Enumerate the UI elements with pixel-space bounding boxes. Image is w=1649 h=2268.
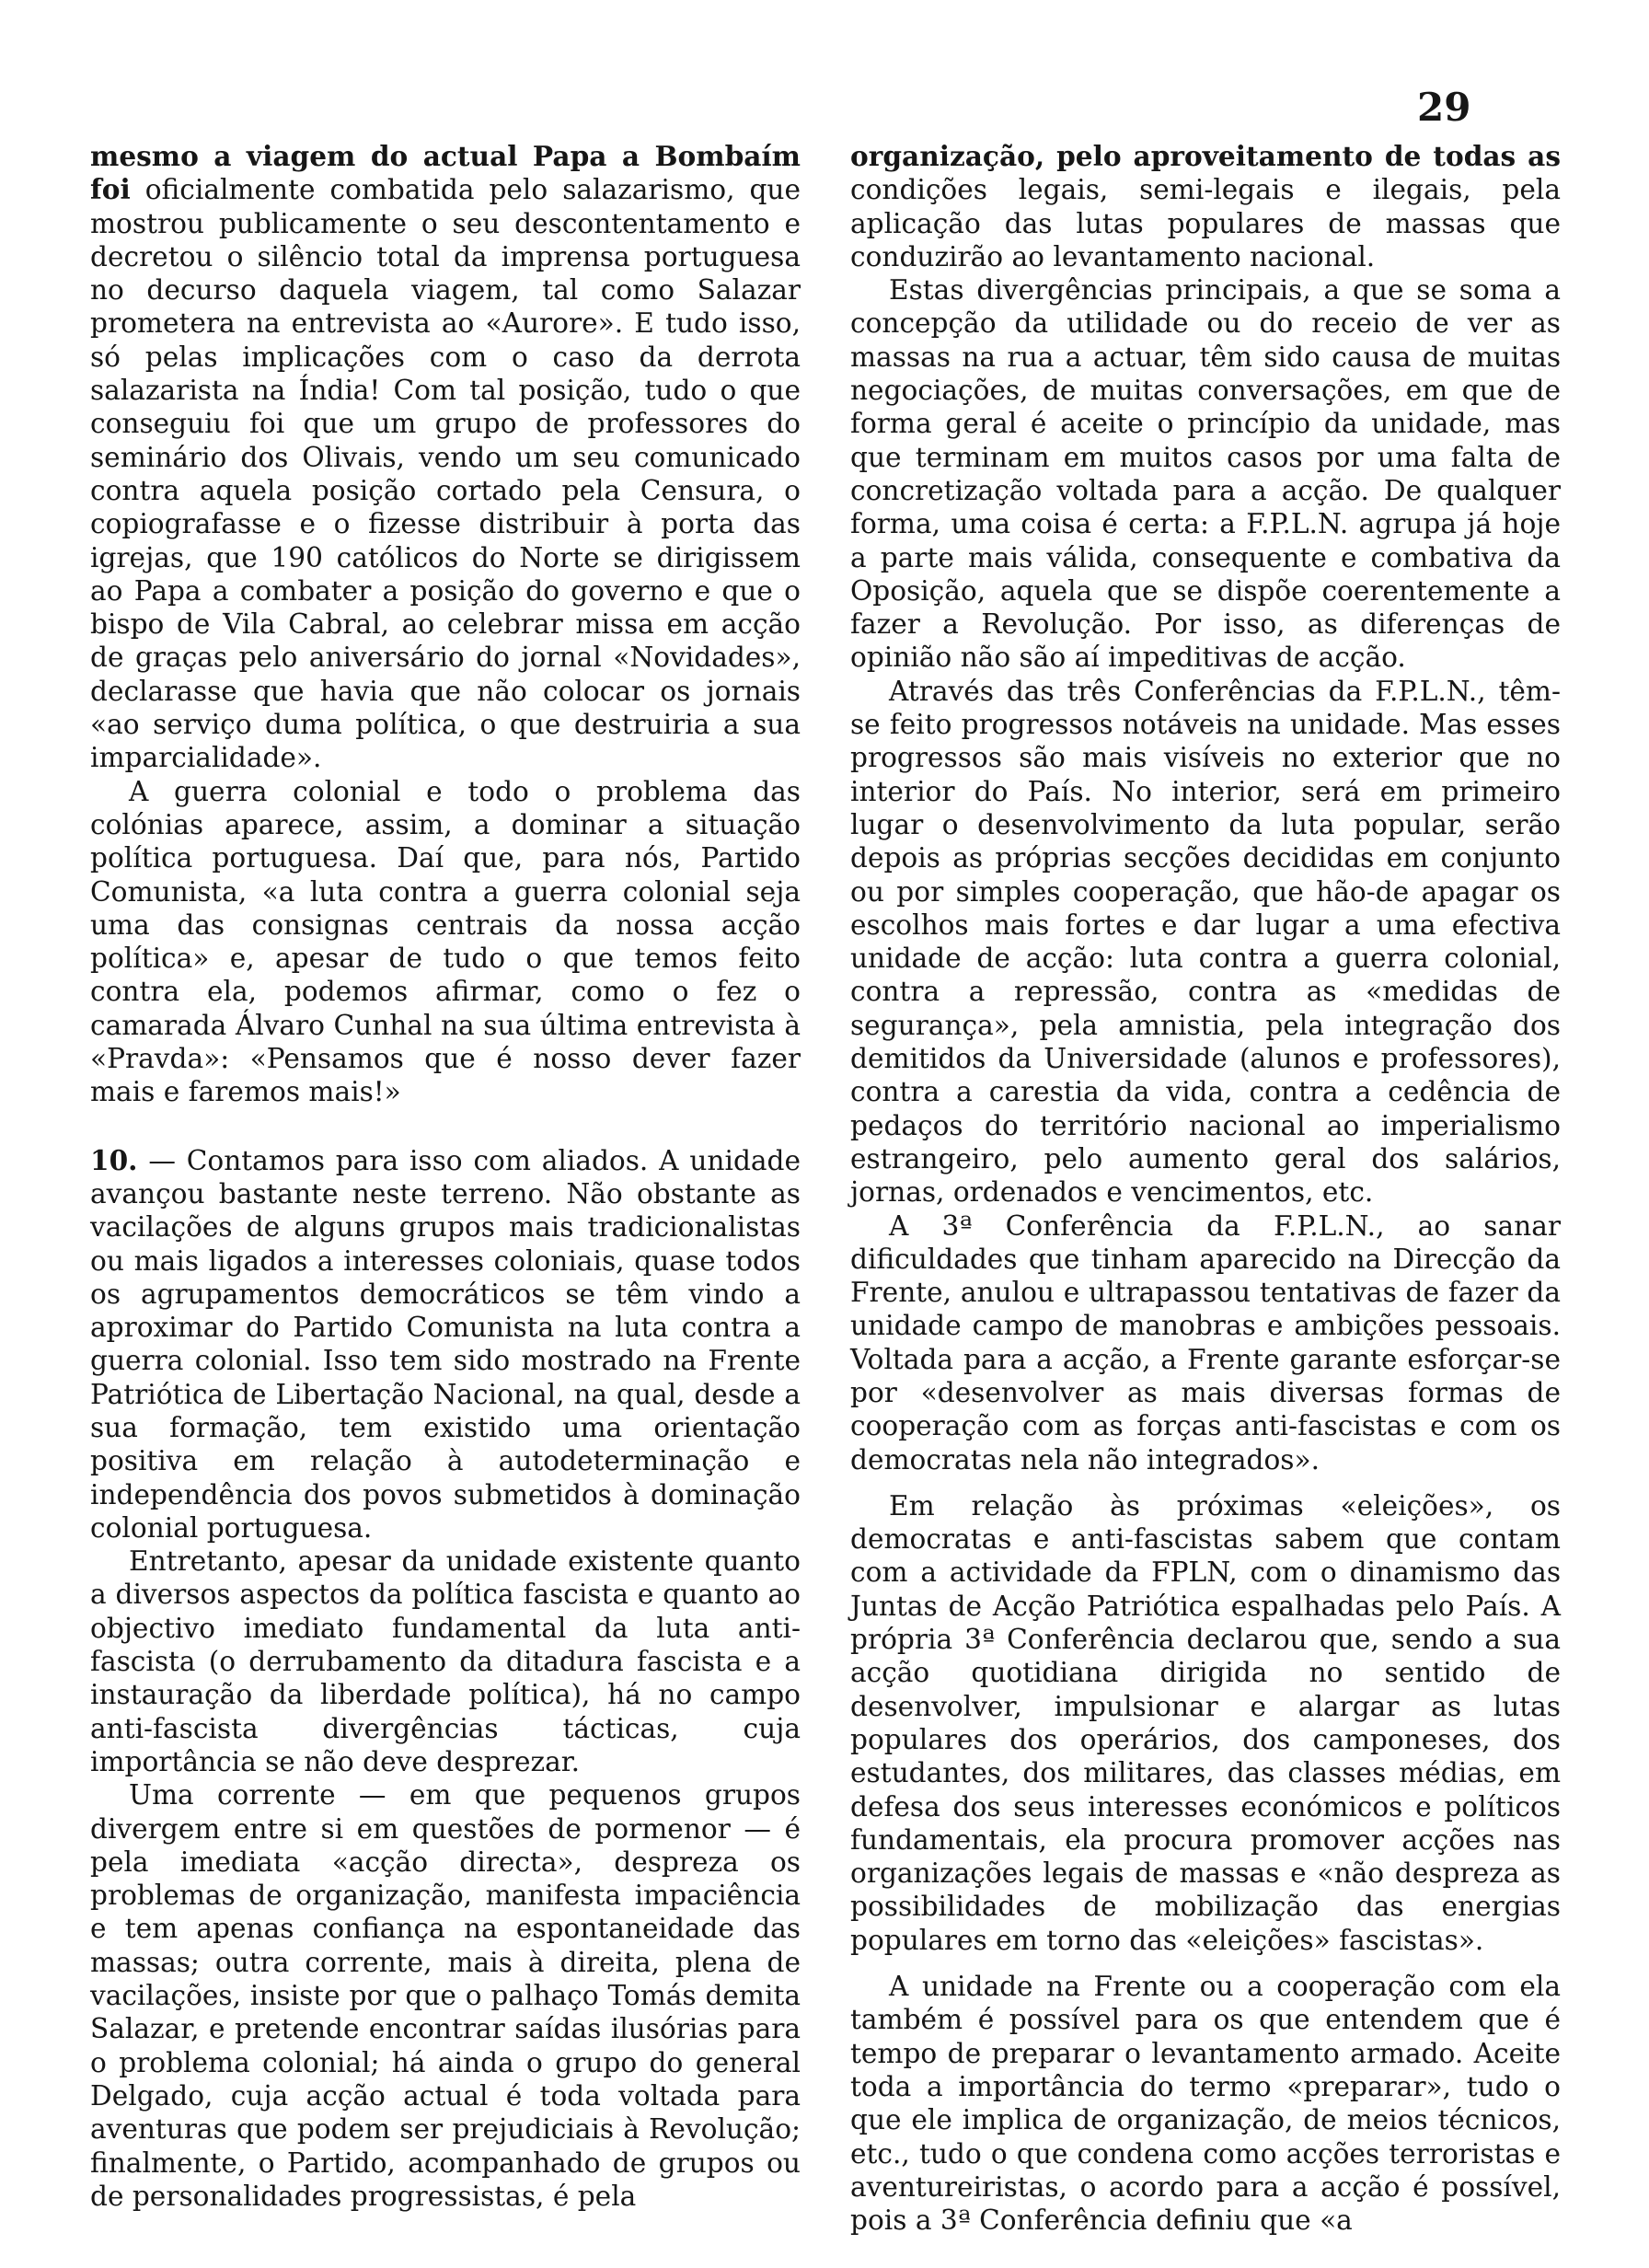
paragraph-lead: organização, pelo aproveitamento de todas as bbox=[850, 140, 1561, 172]
paragraph: A guerra colonial e todo o problema das colónias aparece, assim, a dominar a situação política portuguesa. Daí que, para nós, Partido Comunista, «a luta contra a guerra colonial seja uma das consignas centrais da nossa acção política» e, apesar de tudo o que temos feito contra ela, podemos afirmar, como o fez o camarada Álvaro Cunhal na sua última entrevista à «Pravda»: «Pensamos que é nosso dever fazer mais e faremos mais!» bbox=[90, 775, 801, 1108]
paragraph: Em relação às próximas «eleições», os democratas e anti-fascistas sabem que contam com a actividade da FPLN, com o dinamismo das Juntas de Acção Patriótica espalhadas pelo País. A própria 3ª Conferência declarou que, sendo a sua acção quotidiana dirigida no sentido de desenvolver, impulsionar e alargar as lutas populares dos operários, dos camponeses, dos estudantes, dos militares, das classes médias, em defesa dos seus interesses económicos e políticos fundamentais, ela procura promover acções nas organizações legais de massas e «não despreza as possibilidades de mobilização das energias populares em torno das «eleições» fascistas». bbox=[850, 1489, 1561, 1956]
paragraph: Estas divergências principais, a que se soma a concepção da utilidade ou do receio de ver as massas na rua a actuar, têm sido causa de muitas negociações, de muitas conversações, em que de forma geral é aceite o princípio da unidade, mas que terminam em muitos casos por uma falta de concretização voltada para a acção. De qualquer forma, uma coisa é certa: a F.P.L.N. agrupa já hoje a parte mais válida, consequente e combativa da Oposição, aquela que se dispõe coerentemente a fazer a Revolução. Por isso, as diferenças de opinião não são aí impeditivas de acção. bbox=[850, 274, 1561, 674]
paragraph-text: condições legais, semi-legais e ilegais, pela aplicação das lutas populares de massas que conduzirão ao levantamento nacional. bbox=[850, 174, 1561, 272]
section-paragraph bbox=[90, 1144, 801, 1545]
section-number: 10. bbox=[90, 1143, 138, 1176]
page-number: 29 bbox=[1417, 85, 1471, 130]
paragraph: A unidade na Frente ou a cooperação com ela também é possível para os que entendem que é tempo de preparar o levantamento armado. Aceite toda a importância do termo «preparar», tudo o que ele implica de organização, de meios técnicos, etc., tudo o que condena como acções terroristas e aventureiristas, o acordo para a acção é possível, pois a 3ª Conferência definiu que «a bbox=[850, 1971, 1561, 2237]
left-column bbox=[90, 140, 801, 2213]
paragraph bbox=[850, 140, 1561, 273]
paragraph-gap bbox=[850, 1476, 1561, 1489]
paragraph-text: oficialmente combatida pelo salazarismo, que mostrou publicamente o seu descontentamento e decretou o silêncio total da imprensa portuguesa no decurso daquela viagem, tal como Salazar prometera na entrevista ao «Aurore». E tudo isso, só pelas implicações com o caso da derrota salazarista na Índia! Com tal posição, tudo o que conseguiu foi que um grupo de professores do seminário dos Olivais, vendo um seu comunicado contra aquela posição cortado pela Censura, o copiografasse e o fizesse distribuir à porta das igrejas, que 190 católicos do Norte se dirigissem ao Papa a combater a posição do governo e que o bispo de Vila Cabral, ao celebrar missa em acção de graças pelo aniversário do jornal «Novidades», declarasse que havia que não colocar os jornais «ao serviço duma política, o que destruiria a sua imparcialidade». bbox=[90, 174, 801, 774]
paragraph-lead: mesmo a viagem do actual Papa a Bombaím foi bbox=[90, 140, 801, 206]
paragraph: Uma corrente — em que pequenos grupos divergem entre si em questões de pormenor — é pela imediata «acção directa», despreza os problemas de organização, manifesta impaciência e tem apenas confiança na espontaneidade das massas; outra corrente, mais à direita, plena de vacilações, insiste por que o palhaço Tomás demita Salazar, e pretende encontrar saídas ilusórias para o problema colonial; há ainda o grupo do general Delgado, cuja acção actual é toda voltada para aventuras que podem ser prejudiciais à Revolução; finalmente, o Partido, acompanhado de grupos ou de personalidades progressistas, é pela bbox=[90, 1779, 801, 2212]
paragraph: A 3ª Conferência da F.P.L.N., ao sanar dificuldades que tinham aparecido na Direcção da Frente, anulou e ultrapassou tentativas de fazer da unidade campo de manobras e ambições pessoais. Voltada para a acção, a Frente garante esforçar-se por «desenvolver as mais diversas formas de cooperação com as forças anti-fascistas e com os democratas nela não integrados». bbox=[850, 1209, 1561, 1475]
paragraph-text: — Contamos para isso com aliados. A unidade avançou bastante neste terreno. Não obstante as vacilações de alguns grupos mais tradicionalistas ou mais ligados a interesses coloniais, quase todos os agrupamentos democráticos se têm vindo a aproximar do Partido Comunista na luta contra a guerra colonial. Isso tem sido mostrado na Frente Patriótica de Libertação Nacional, na qual, desde a sua formação, tem existido uma orientação positiva em relação à autodeterminação e independência dos povos submetidos à dominação colonial portuguesa. bbox=[90, 1144, 801, 1544]
paragraph-gap bbox=[850, 1957, 1561, 1970]
paragraph: Entretanto, apesar da unidade existente quanto a diversos aspectos da política fascista e quanto ao objectivo imediato fundamental da luta anti-fascista (o derrubamento da ditadura fascista e a instauração da liberdade política), há no campo anti-fascista divergências tácticas, cuja importância se não deve desprezar. bbox=[90, 1545, 801, 1777]
paragraph: Através das três Conferências da F.P.L.N., têm-se feito progressos notáveis na unidade. Mas esses progressos são mais visíveis no exterior que no interior do País. No interior, será em primeiro lugar o desenvolvimento da luta popular, serão depois as próprias secções decididas em conjunto ou por simples cooperação, que hão-de apagar os escolhos mais fortes e dar lugar a uma efectiva unidade de acção: luta contra a guerra colonial, contra a repressão, contra as «medidas de segurança», pela amnistia, pela integração dos demitidos da Universidade (alunos e professores), contra a carestia da vida, contra a cedência de pedaços do território nacional ao imperialismo estrangeiro, pelo aumento geral dos salários, jornas, ordenados e vencimentos, etc. bbox=[850, 675, 1561, 1209]
paragraph bbox=[90, 140, 801, 775]
section-gap bbox=[90, 1109, 801, 1144]
right-column bbox=[850, 140, 1561, 2237]
